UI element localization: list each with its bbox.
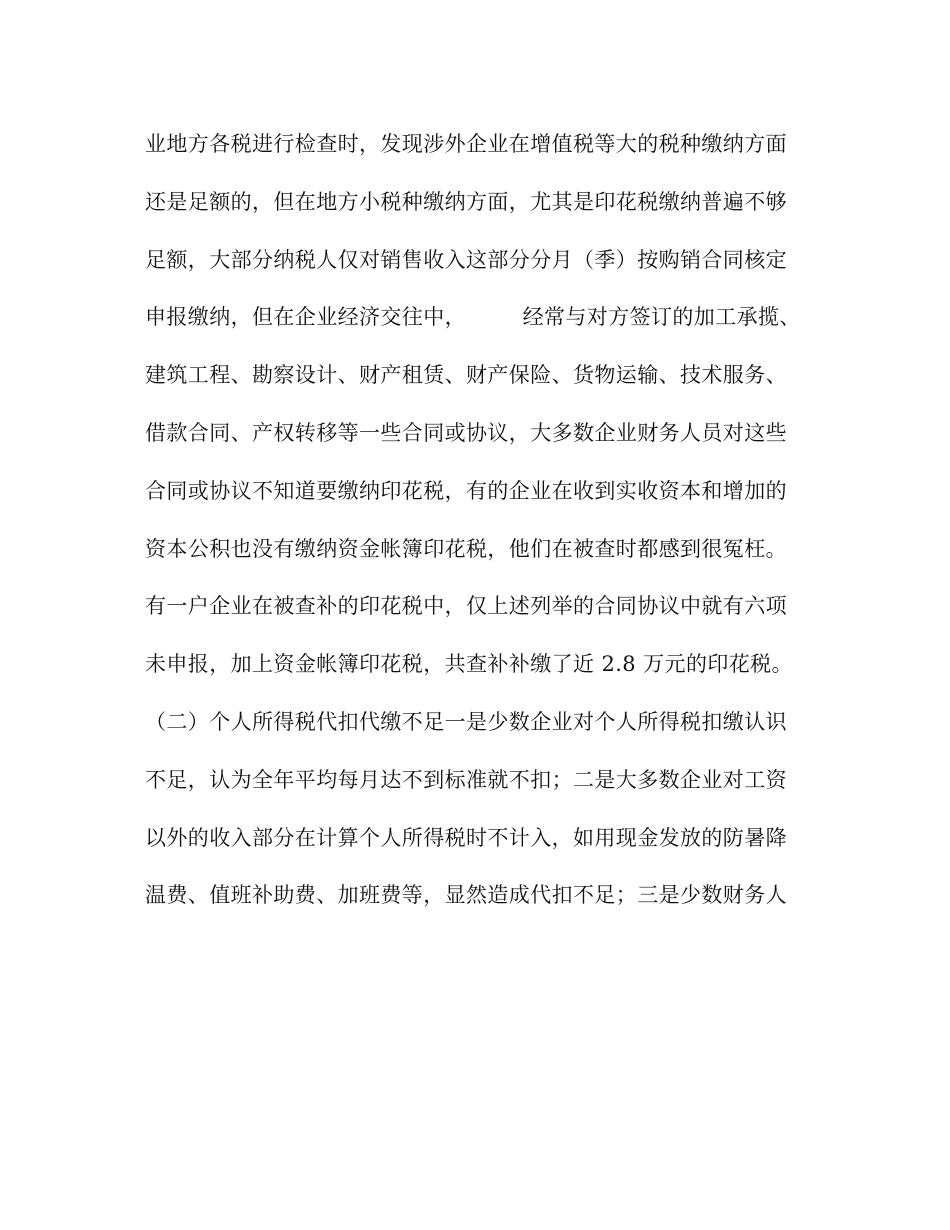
- text-line: 以外的收入部分在计算个人所得税时不计入，如用现金发放的防暑降: [145, 825, 787, 850]
- text-line: 有一户企业在被查补的印花税中，仅上述列举的合同协议中就有六项: [145, 594, 787, 619]
- text-line: 业地方各税进行检查时，发现涉外企业在增值税等大的税种缴纳方面: [145, 132, 787, 156]
- text-line: 借款合同、产权转移等一些合同或协议，大多数企业财务人员对这些: [145, 420, 787, 445]
- text-line: 不足，认为全年平均每月达不到标准就不扣；二是大多数企业对工资: [145, 767, 787, 792]
- text-line: 还是足额的，但在地方小税种缴纳方面，尤其是印花税缴纳普遍不够: [145, 189, 787, 214]
- text-line: 温费、值班补助费、加班费等，显然造成代扣不足；三是少数财务人: [145, 883, 787, 908]
- text-line: 未申报，加上资金帐簿印花税，共查补补缴了近 2.8 万元的印花税。: [145, 652, 793, 677]
- text-line: 资本公积也没有缴纳资金帐簿印花税，他们在被查时都感到很冤枉。: [145, 536, 787, 561]
- text-line: 合同或协议不知道要缴纳印花税，有的企业在收到实收资本和增加的: [145, 478, 787, 503]
- section-heading-line: （二）个人所得税代扣代缴不足一是少数企业对个人所得税扣缴认识: [145, 709, 787, 734]
- text-line: 建筑工程、勘察设计、财产租赁、财产保险、货物运输、技术服务、: [145, 363, 787, 388]
- body-text: [145, 120, 815, 929]
- text-line: 申报缴纳，但在企业经济交往中， 经常与对方签订的加工承揽、: [145, 305, 801, 330]
- text-line: 足额，大部分纳税人仅对销售收入这部分分月（季）按购销合同核定: [145, 247, 787, 272]
